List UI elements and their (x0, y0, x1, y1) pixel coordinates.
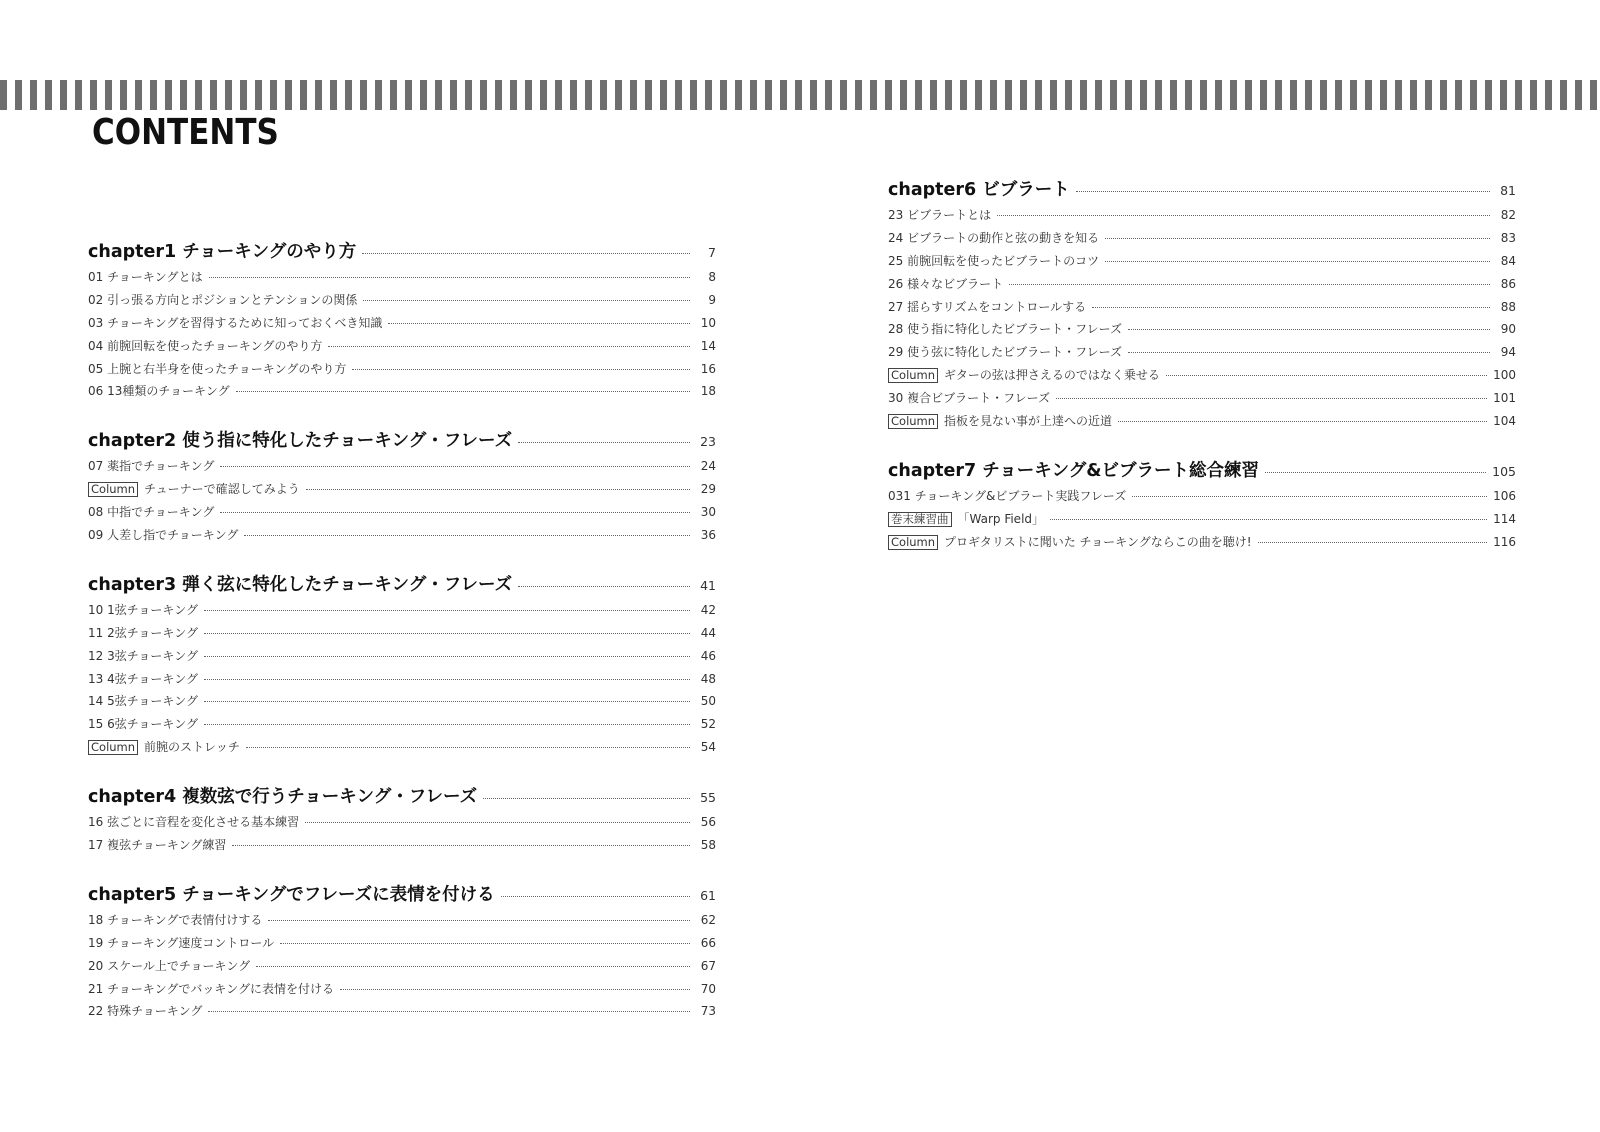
entry-label (88, 268, 203, 285)
entry-label (88, 601, 198, 618)
page-number: 24 (700, 459, 716, 474)
dot-leader (501, 896, 690, 897)
entry-label (888, 298, 1086, 315)
entry-title: 30 複合ビブラート・フレーズ (888, 391, 1051, 406)
entry-title: 02 引っ張る方向とポジションとテンションの関係 (88, 292, 358, 307)
page-number: 58 (700, 838, 716, 853)
page-number: 23 (700, 434, 716, 450)
dot-leader (1092, 307, 1490, 308)
toc-entry[interactable] (88, 382, 716, 405)
entry-label (88, 457, 214, 474)
toc-entry[interactable] (88, 813, 716, 836)
entry-tag: Column (88, 482, 138, 497)
page-number: 8 (708, 270, 716, 284)
toc-entry[interactable] (888, 510, 1516, 533)
entry-label (888, 320, 1122, 337)
dot-leader (204, 633, 690, 634)
toc-entry[interactable] (888, 320, 1516, 343)
entry-title: チューナーで確認してみよう (144, 482, 300, 497)
dot-leader (204, 724, 690, 725)
dot-leader (1050, 519, 1487, 520)
chapter-heading[interactable] (88, 783, 716, 809)
toc-entry[interactable] (888, 412, 1516, 435)
dot-leader (220, 466, 690, 467)
page-number: 62 (700, 912, 716, 927)
dot-leader (204, 610, 690, 611)
entry-title: 13 4弦チョーキング (88, 671, 198, 686)
entry-label (888, 252, 1099, 269)
entry-title: 16 弦ごとに音程を変化させる基本練習 (88, 815, 300, 830)
entry-label (88, 337, 322, 354)
entry-title: 06 13種類のチョーキング (88, 384, 230, 399)
toc-entry[interactable] (88, 503, 716, 526)
dot-leader (280, 943, 690, 944)
chapter-heading[interactable] (88, 427, 716, 453)
page-number: 44 (700, 625, 716, 640)
toc-entry[interactable] (88, 268, 716, 291)
entry-label (888, 366, 1160, 383)
entry-title: 05 上腕と右半身を使ったチョーキングのやり方 (88, 361, 347, 376)
page-number: 70 (700, 981, 716, 996)
toc-right-column (888, 176, 1516, 556)
toc-entry[interactable] (888, 298, 1516, 321)
page-number: 94 (1500, 345, 1516, 360)
entry-label (88, 911, 262, 928)
entry-title: 17 複弦チョーキング練習 (88, 838, 227, 853)
entry-title: 29 使う弦に特化したビブラート・フレーズ (888, 345, 1123, 360)
toc-entry[interactable] (888, 229, 1516, 252)
entry-title: 21 チョーキングでバッキングに表情を付ける (88, 981, 335, 996)
page-number: 100 (1493, 368, 1516, 383)
entry-label (88, 503, 214, 520)
page-number: 50 (700, 694, 716, 709)
toc-entry[interactable] (88, 911, 716, 934)
dot-leader (997, 215, 1490, 216)
page-number: 41 (700, 577, 716, 593)
chapter-section (88, 427, 716, 549)
page-number: 30 (700, 505, 716, 520)
chapter-heading[interactable] (888, 176, 1516, 202)
page-number: 36 (700, 528, 716, 543)
dot-leader (1128, 352, 1490, 353)
toc-entry[interactable] (88, 836, 716, 859)
dot-leader (220, 512, 690, 513)
entry-label (88, 480, 300, 497)
entry-title: 「Warp Field」 (957, 511, 1045, 526)
entry-label (888, 487, 1126, 504)
dot-leader (256, 966, 690, 967)
chapter-title: chapter7 チョーキング&ビブラート総合練習 (888, 460, 1260, 481)
dot-leader (204, 656, 690, 657)
toc-left-column (88, 238, 716, 1025)
chapter-section (888, 457, 1516, 556)
toc-entry[interactable] (888, 343, 1516, 366)
toc-entry[interactable] (88, 526, 716, 549)
toc-entry[interactable] (88, 360, 716, 383)
page-number: 48 (700, 671, 716, 686)
entry-label (88, 934, 274, 951)
page-number: 90 (1500, 322, 1516, 337)
dot-leader (1166, 375, 1487, 376)
page-number: 83 (1500, 230, 1516, 245)
dot-leader (268, 920, 690, 921)
entry-label (88, 836, 226, 853)
chapter-heading[interactable] (88, 571, 716, 597)
entry-label (888, 229, 1099, 246)
entry-tag: 巻末練習曲 (888, 512, 952, 527)
dot-leader (208, 1011, 690, 1012)
entry-title: ギターの弦は押さえるのではなく乗せる (944, 368, 1160, 383)
page-number: 55 (700, 790, 716, 806)
dot-leader (1258, 542, 1487, 543)
page-number: 116 (1493, 534, 1516, 549)
page-number: 66 (700, 935, 716, 950)
chapter-section (88, 571, 716, 761)
header-stripe (0, 80, 1600, 110)
entry-title: 20 スケール上でチョーキング (88, 958, 251, 973)
dot-leader (1265, 472, 1486, 473)
dot-leader (1128, 329, 1490, 330)
entry-label (888, 389, 1050, 406)
dot-leader (246, 747, 690, 748)
page-number: 29 (700, 482, 716, 497)
entry-title: 18 チョーキングで表情付けする (88, 912, 263, 927)
entry-tag: Column (888, 414, 938, 429)
page-number: 86 (1500, 276, 1516, 291)
page-number: 106 (1493, 488, 1516, 503)
entry-title: 14 5弦チョーキング (88, 694, 198, 709)
dot-leader (244, 535, 690, 536)
entry-title: 27 揺らすリズムをコントロールする (888, 299, 1087, 314)
toc-entry[interactable] (888, 206, 1516, 229)
page-number: 114 (1493, 511, 1516, 526)
chapter-heading[interactable] (888, 457, 1516, 483)
page-number: 14 (700, 338, 716, 353)
chapter-heading[interactable] (88, 881, 716, 907)
entry-title: 10 1弦チョーキング (88, 602, 198, 617)
dot-leader (1105, 261, 1490, 262)
dot-leader (352, 369, 690, 370)
entry-label (88, 382, 230, 399)
dot-leader (362, 253, 690, 254)
entry-label (88, 360, 346, 377)
toc-entry[interactable] (88, 624, 716, 647)
page-number: 101 (1493, 391, 1516, 406)
toc-entry[interactable] (88, 337, 716, 360)
page-number: 9 (708, 292, 716, 307)
entry-label (888, 510, 1044, 527)
entry-title: 01 チョーキングとは (88, 270, 203, 284)
toc-entry[interactable] (88, 647, 716, 670)
dot-leader (1105, 238, 1490, 239)
page-number: 7 (708, 245, 716, 260)
entry-title: 08 中指でチョーキング (88, 505, 215, 520)
toc-entry[interactable] (88, 1002, 716, 1025)
toc-entry[interactable] (88, 480, 716, 503)
entry-title: 指板を見ない事が上達への近道 (944, 414, 1113, 429)
page-number: 61 (700, 887, 716, 903)
toc-entry[interactable] (888, 275, 1516, 298)
entry-label (88, 670, 198, 687)
entry-title: 22 特殊チョーキング (88, 1004, 203, 1019)
entry-tag: Column (88, 740, 138, 755)
entry-label (88, 957, 250, 974)
page-number: 16 (700, 361, 716, 376)
page-number: 84 (1500, 253, 1516, 268)
entry-label (88, 715, 198, 732)
toc-entry[interactable] (88, 291, 716, 314)
page-number: 88 (1500, 299, 1516, 314)
dot-leader (1009, 284, 1490, 285)
page-number: 56 (700, 815, 716, 830)
dot-leader (388, 323, 690, 324)
toc-entry[interactable] (888, 487, 1516, 510)
entry-label (888, 412, 1112, 429)
chapter-title: chapter6 ビブラート (888, 180, 1070, 200)
toc-entry[interactable] (88, 601, 716, 624)
toc-entry[interactable] (88, 934, 716, 957)
toc-entry[interactable] (88, 715, 716, 738)
dot-leader (1076, 191, 1490, 192)
page-number: 52 (700, 717, 716, 732)
dot-leader (305, 822, 690, 823)
toc-entry[interactable] (888, 252, 1516, 275)
dot-leader (232, 845, 690, 846)
entry-label (88, 813, 299, 830)
page-number: 104 (1493, 414, 1516, 429)
entry-title: 031 チョーキング&ビブラート実践フレーズ (888, 488, 1127, 503)
entry-label (88, 624, 198, 641)
chapter-section (88, 783, 716, 859)
dot-leader (483, 798, 690, 799)
page-number: 73 (700, 1004, 716, 1019)
toc-entry[interactable] (888, 389, 1516, 412)
dot-leader (518, 586, 690, 587)
dot-leader (1118, 421, 1487, 422)
entry-title: 24 ビブラートの動作と弦の動きを知る (888, 230, 1100, 245)
toc-entry[interactable] (88, 314, 716, 337)
chapter-title: chapter5 チョーキングでフレーズに表情を付ける (88, 884, 495, 905)
dot-leader (236, 391, 690, 392)
page-number: 82 (1500, 208, 1516, 222)
entry-label (88, 980, 334, 997)
entry-label (88, 1002, 202, 1019)
toc-entry[interactable] (88, 957, 716, 980)
page-number: 81 (1500, 183, 1516, 198)
chapter-title: chapter2 使う指に特化したチョーキング・フレーズ (88, 431, 513, 452)
dot-leader (518, 442, 690, 443)
entry-title: 23 ビブラートとは (888, 208, 992, 222)
entry-tag: Column (888, 368, 938, 383)
dot-leader (1056, 398, 1487, 399)
page-number: 18 (700, 384, 716, 399)
toc-entry[interactable] (88, 457, 716, 480)
dot-leader (306, 489, 690, 490)
entry-label (88, 692, 198, 709)
entry-label (888, 533, 1252, 550)
dot-leader (363, 300, 690, 301)
page-title: CONTENTS (92, 112, 279, 154)
page-number: 105 (1492, 463, 1516, 479)
entry-label (88, 291, 357, 308)
toc-entry[interactable] (88, 738, 716, 761)
chapter-section (88, 881, 716, 1025)
entry-title: 09 人差し指でチョーキング (88, 528, 239, 543)
dot-leader (204, 701, 690, 702)
page-number: 10 (700, 315, 716, 330)
page-number: 67 (700, 958, 716, 973)
entry-label (888, 275, 1003, 292)
toc-entry[interactable] (88, 980, 716, 1003)
page-number: 42 (700, 602, 716, 617)
entry-title: 15 6弦チョーキング (88, 717, 198, 732)
entry-title: 26 様々なビブラート (888, 276, 1004, 291)
dot-leader (1132, 496, 1487, 497)
chapter-section (88, 238, 716, 405)
chapter-title: chapter4 複数弦で行うチョーキング・フレーズ (88, 787, 478, 808)
entry-title: 04 前腕回転を使ったチョーキングのやり方 (88, 338, 323, 353)
entry-title: 12 3弦チョーキング (88, 648, 198, 663)
entry-label (888, 206, 991, 223)
page-number: 46 (700, 648, 716, 663)
chapter-section (888, 176, 1516, 435)
dot-leader (204, 679, 690, 680)
toc-entry[interactable] (888, 366, 1516, 389)
entry-title: 11 2弦チョーキング (88, 625, 198, 640)
entry-title: 19 チョーキング速度コントロール (88, 935, 275, 950)
entry-title: 前腕のストレッチ (144, 740, 240, 755)
entry-label (88, 647, 198, 664)
entry-label (888, 343, 1122, 360)
page-number: 54 (700, 740, 716, 755)
chapter-title: chapter3 弾く弦に特化したチョーキング・フレーズ (88, 574, 513, 595)
entry-label (88, 738, 240, 755)
entry-label (88, 314, 382, 331)
entry-title: 07 薬指でチョーキング (88, 459, 215, 474)
toc-entry[interactable] (88, 692, 716, 715)
entry-title: 25 前腕回転を使ったビブラートのコツ (888, 253, 1100, 268)
chapter-title: chapter1 チョーキングのやり方 (88, 242, 357, 262)
chapter-heading[interactable] (88, 238, 716, 264)
toc-entry[interactable] (888, 533, 1516, 556)
entry-label (88, 526, 238, 543)
entry-title: プロギタリストに聞いた チョーキングならこの曲を聴け! (944, 534, 1252, 549)
entry-title: 28 使う指に特化したビブラート・フレーズ (888, 322, 1123, 337)
dot-leader (328, 346, 690, 347)
dot-leader (209, 277, 690, 278)
dot-leader (340, 989, 690, 990)
entry-tag: Column (888, 535, 938, 550)
toc-entry[interactable] (88, 670, 716, 693)
entry-title: 03 チョーキングを習得するために知っておくべき知識 (88, 315, 383, 330)
